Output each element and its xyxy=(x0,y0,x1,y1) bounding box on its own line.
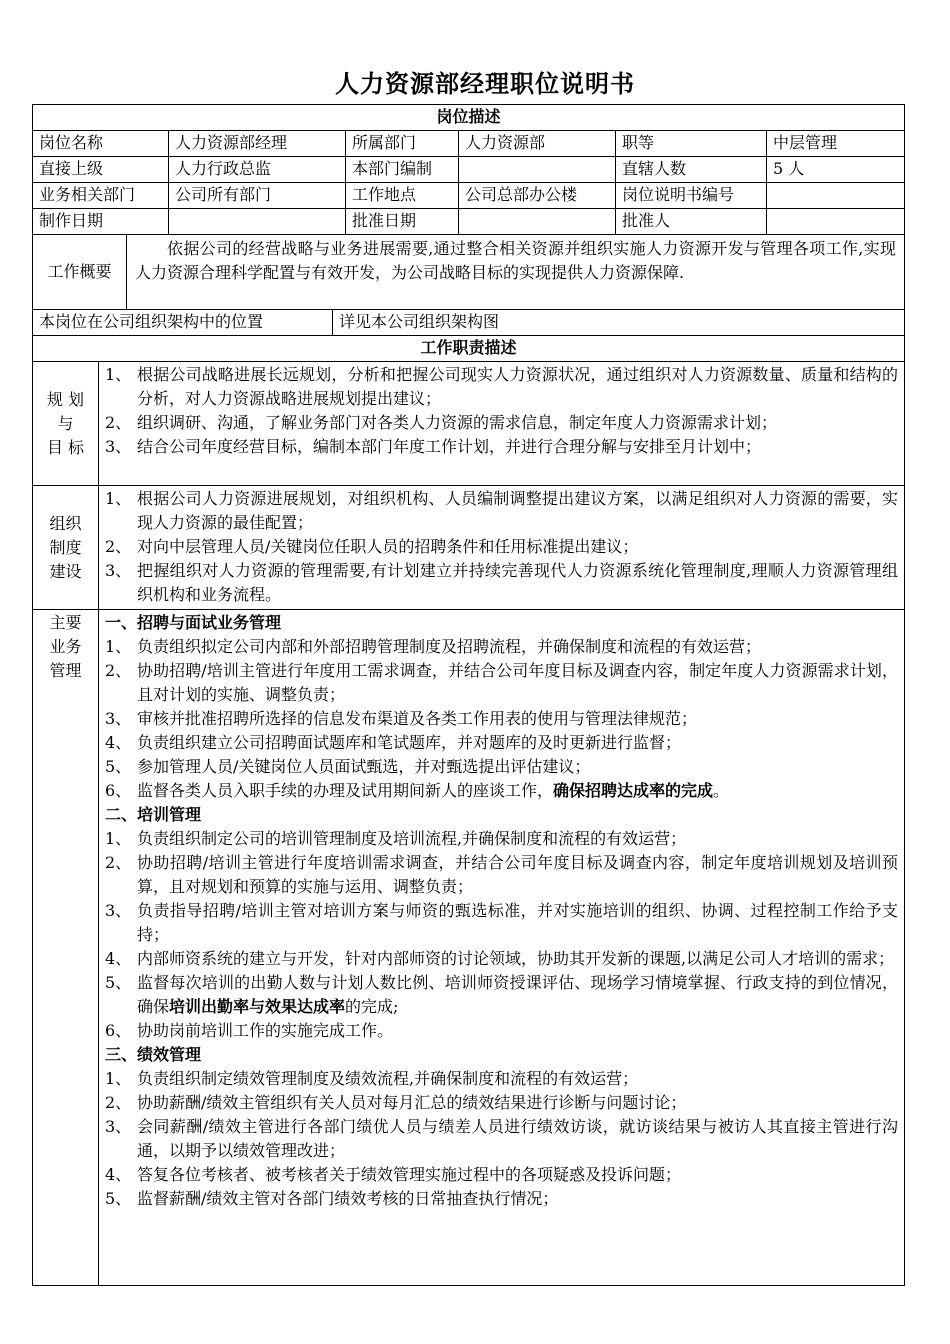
main-business-items xyxy=(99,610,904,1285)
list-item: 2、 协助招聘/培训主管进行年度培训需求调查，并结合公司年度目标及调查内容，制定年度培训规划及培训预算，且对规划和预算的实施与运用、调整负责； xyxy=(105,853,898,896)
value-direct-superior: 人力行政总监 xyxy=(169,157,346,182)
job-description-table xyxy=(32,104,905,1286)
list-item: 3、 负责指导招聘/培训主管对培训方案与师资的甄选标准，并对实施培训的组织、协调、过程控制工作给予支持； xyxy=(105,901,898,944)
list-item: 2、 对向中层管理人员/关键岗位任职人员的招聘条件和任用标准提出建议； xyxy=(105,537,639,556)
value-approver xyxy=(767,209,904,234)
value-grade: 中层管理 xyxy=(773,133,838,152)
label-approver: 批准人 xyxy=(616,209,767,234)
label-overview: 工作概要 xyxy=(33,235,127,309)
value-post-name: 人力资源部经理 xyxy=(169,131,346,156)
value-direct-reports: 5 人 xyxy=(773,159,805,178)
overview-text: 依据公司的经营战略与业务进展需要,通过整合相关资源并组织实施人力资源开发与管理各项工作,实现人力资源合理科学配置与有效开发，为公司战略目标的实现提供人力资源保障. xyxy=(135,239,896,282)
list-item: 1、 根据公司战略进展长远规划，分析和把握公司现实人力资源状况，通过组织对人力资源数量、质量和结构的分析，对人力资源战略进展规划提出建议； xyxy=(105,365,898,408)
list-item: 1、 负责组织制定绩效管理制度及绩效流程,并确保制度和流程的有效运营； xyxy=(105,1069,639,1088)
label-org-position: 本岗位在公司组织架构中的位置 xyxy=(33,310,333,335)
post-description-header-row xyxy=(33,105,904,131)
list-item: 2、 协助薪酬/绩效主管组织有关人员对每月汇总的绩效结果进行诊断与问题讨论； xyxy=(105,1093,687,1112)
info-row-2 xyxy=(33,157,904,183)
list-item: 5、 监督薪酬/绩效主管对各部门绩效考核的日常抽查执行情况； xyxy=(105,1189,559,1208)
planning-row xyxy=(33,362,904,486)
label-work-location: 工作地点 xyxy=(346,183,459,208)
list-item: 1、 负责组织制定公司的培训管理制度及培训流程,并确保制度和流程的有效运营； xyxy=(105,829,687,848)
section-header-post-description: 岗位描述 xyxy=(436,107,501,126)
org-position-row xyxy=(33,310,904,336)
value-department: 人力资源部 xyxy=(459,131,616,156)
label-headcount: 本部门编制 xyxy=(346,157,459,182)
heading-recruitment: 一、招聘与面试业务管理 xyxy=(105,613,282,632)
label-grade: 职等 xyxy=(616,131,767,156)
value-approval-date xyxy=(459,209,616,234)
label-main-business: 主要 业务 管理 xyxy=(33,610,99,1285)
list-item: 4、 内部师资系统的建立与开发，针对内部师资的讨论领域，协助其开发新的课题,以满足公司人才培训的需求； xyxy=(105,949,895,968)
list-item: 4、 答复各位考核者、被考核者关于绩效管理实施过程中的各项疑惑及投诉问题； xyxy=(105,1165,682,1184)
org-system-row xyxy=(33,486,904,610)
duties-header-row xyxy=(33,336,904,362)
label-creation-date: 制作日期 xyxy=(33,209,169,234)
heading-performance: 三、绩效管理 xyxy=(105,1045,202,1064)
value-related-departments: 公司所有部门 xyxy=(169,183,346,208)
label-approval-date: 批准日期 xyxy=(346,209,459,234)
value-work-location: 公司总部办公楼 xyxy=(459,183,616,208)
value-headcount xyxy=(459,157,616,182)
list-item: 6、 协助岗前培训工作的实施完成工作。 xyxy=(105,1021,394,1040)
heading-training: 二、培训管理 xyxy=(105,805,202,824)
label-direct-reports: 直辖人数 xyxy=(616,157,767,182)
planning-items xyxy=(99,362,904,485)
label-description-number: 岗位说明书编号 xyxy=(616,183,767,208)
label-post-name: 岗位名称 xyxy=(33,131,169,156)
main-business-row xyxy=(33,610,904,1285)
overview-row xyxy=(33,235,904,310)
list-item: 1、 根据公司人力资源进展规划，对组织机构、人员编制调整提出建议方案，以满足组织对人力资源的需要，实现人力资源的最佳配置； xyxy=(105,489,898,532)
list-item: 3、 结合公司年度经营目标，编制本部门年度工作计划，并进行合理分解与安排至月计划中； xyxy=(105,437,762,456)
list-item: 2、 组织调研、沟通，了解业务部门对各类人力资源的需求信息，制定年度人力资源需求计划； xyxy=(105,413,778,432)
list-item: 1、 负责组织拟定公司内部和外部招聘管理制度及招聘流程，并确保制度和流程的有效运营； xyxy=(105,637,762,656)
list-item: 6、 监督各类人员入职手续的办理及试用期间新人的座谈工作，确保招聘达成率的完成。 xyxy=(105,781,730,800)
info-row-3 xyxy=(33,183,904,209)
list-item: 3、 会同薪酬/绩效主管进行各部门绩优人员与绩差人员进行绩效访谈，就访谈结果与被访人其直接主管进行沟通，以期予以绩效管理改进； xyxy=(105,1117,898,1160)
value-org-position: 详见本公司组织架构图 xyxy=(339,312,500,331)
label-direct-superior: 直接上级 xyxy=(33,157,169,182)
label-related-departments: 业务相关部门 xyxy=(33,183,169,208)
list-item: 5、 参加管理人员/关键岗位人员面试甄选，并对甄选提出评估建议； xyxy=(105,757,591,776)
info-row-1 xyxy=(33,131,904,157)
list-item: 2、 协助招聘/培训主管进行年度用工需求调查，并结合公司年度目标及调查内容，制定年度人力资源需求计划，且对计划的实施、调整负责； xyxy=(105,661,898,704)
org-system-items xyxy=(99,486,904,609)
value-description-number xyxy=(767,183,904,208)
info-row-4 xyxy=(33,209,904,235)
label-department: 所属部门 xyxy=(346,131,459,156)
section-header-duties: 工作职责描述 xyxy=(420,338,517,357)
label-org-system: 组织 制度 建设 xyxy=(33,486,99,609)
list-item: 4、 负责组织建立公司招聘面试题库和笔试题库，并对题库的及时更新进行监督； xyxy=(105,733,682,752)
label-planning: 规 划 与 目 标 xyxy=(33,362,99,485)
list-item: 5、 监督每次培训的出勤人数与计划人数比例、培训师资授课评估、现场学习情境掌握、行政支持的到位情况，确保培训出勤率与效果达成率的完成; xyxy=(105,973,898,1016)
value-creation-date xyxy=(169,209,346,234)
list-item: 3、 把握组织对人力资源的管理需要,有计划建立并持续完善现代人力资源系统化管理制度,理顺人力资源管理组织机构和业务流程。 xyxy=(105,561,898,604)
list-item: 3、 审核并批准招聘所选择的信息发布渠道及各类工作用表的使用与管理法律规范； xyxy=(105,709,698,728)
document-title: 人力资源部经理职位说明书 xyxy=(335,70,635,98)
